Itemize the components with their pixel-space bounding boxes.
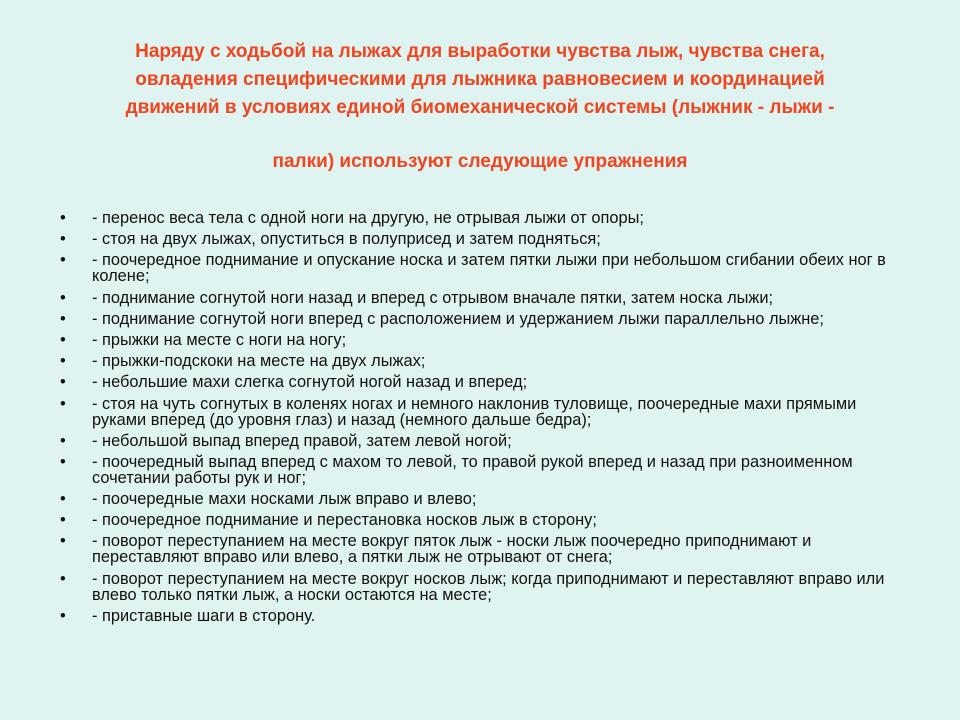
- bullet-icon: •: [60, 511, 66, 530]
- list-item: [60, 454, 910, 486]
- list-item-text: - поочередное поднимание и перестановка носков лыж в сторону;: [92, 511, 597, 530]
- slide-title: [70, 38, 890, 176]
- list-item: [60, 290, 910, 306]
- bullet-icon: •: [60, 394, 66, 413]
- title-line-4: палки) используют следующие упражнения: [272, 151, 688, 172]
- bullet-icon: •: [60, 352, 66, 371]
- list-item-text: - небольшие махи слегка согнутой ногой назад и вперед;: [92, 373, 528, 392]
- bullet-icon: •: [60, 569, 66, 588]
- list-item-text: - прыжки-подскоки на месте на двух лыжах;: [92, 352, 426, 371]
- list-item-text: - прыжки на месте с ноги на ногу;: [92, 330, 347, 349]
- title-line-3: движений в условиях единой биомеханической системы (лыжник - лыжи -: [125, 97, 835, 118]
- bullet-icon: •: [60, 431, 66, 450]
- list-item: [60, 353, 910, 369]
- list-item-text: - поднимание согнутой ноги вперед с расположением и удержанием лыжи параллельно лыжне;: [92, 309, 824, 328]
- bullet-icon: •: [60, 251, 66, 270]
- list-item: [60, 231, 910, 247]
- list-item-text: - стоя на чуть согнутых в коленях ногах и немного наклонив туловище, поочередные махи прямыми руками вперед (до уровня глаз) и назад (немного дальше бедра);: [92, 394, 857, 429]
- bullet-icon: •: [60, 288, 66, 307]
- list-item: [60, 512, 910, 528]
- bullet-icon: •: [60, 230, 66, 249]
- list-item: [60, 311, 910, 327]
- bullet-icon: •: [60, 452, 66, 471]
- bullet-icon: •: [60, 209, 66, 227]
- title-line-2: овладения специфическими для лыжника равновесием и координацией: [135, 69, 825, 90]
- list-item-text: - поворот переступанием на месте вокруг носков лыж; когда приподнимают и переставляют вправо или влево только пятки лыж, а носки остаются на месте;: [92, 569, 885, 604]
- list-item-text: - приставные шаги в сторону.: [92, 606, 316, 625]
- list-item-text: - поочередный выпад вперед с махом то левой, то правой рукой вперед и назад при разноименном сочетании работы рук и ног;: [92, 452, 853, 487]
- bullet-icon: •: [60, 309, 66, 328]
- title-line-1: Наряду с ходьбой на лыжах для выработки чувства лыж, чувства снега,: [135, 41, 825, 62]
- list-item-text: - поочередные махи носками лыж вправо и влево;: [92, 490, 477, 509]
- list-item: [60, 491, 910, 507]
- bullet-icon: •: [60, 373, 66, 392]
- list-item: [60, 374, 910, 390]
- list-item-text: - поочередное поднимание и опускание носка и затем пятки лыжи при небольшом сгибании обеих ног в колене;: [92, 251, 886, 286]
- bullet-icon: •: [60, 532, 66, 551]
- list-item-text: - поднимание согнутой ноги назад и вперед с отрывом вначале пятки, затем носка лыжи;: [92, 288, 774, 307]
- list-item-text: - стоя на двух лыжах, опуститься в полуприсед и затем подняться;: [92, 230, 601, 249]
- list-item: [60, 608, 910, 624]
- list-item: [60, 332, 910, 348]
- list-item: [60, 433, 910, 449]
- list-item-text: - перенос веса тела с одной ноги на другую, не отрывая лыжи от опоры;: [92, 209, 644, 227]
- list-item: [60, 396, 910, 428]
- list-item-text: - небольшой выпад вперед правой, затем левой ногой;: [92, 431, 512, 450]
- bullet-icon: •: [60, 330, 66, 349]
- list-item-text: - поворот переступанием на месте вокруг пяток лыж - носки лыж поочередно приподнимают и переставляют вправо или влево, а пятки лыж не отрывают от снега;: [92, 532, 812, 567]
- list-item: [60, 571, 910, 603]
- bullet-icon: •: [60, 606, 66, 625]
- exercise-list: [60, 210, 910, 629]
- list-item: [60, 210, 910, 226]
- list-item: [60, 252, 910, 284]
- list-item: [60, 533, 910, 565]
- bullet-icon: •: [60, 490, 66, 509]
